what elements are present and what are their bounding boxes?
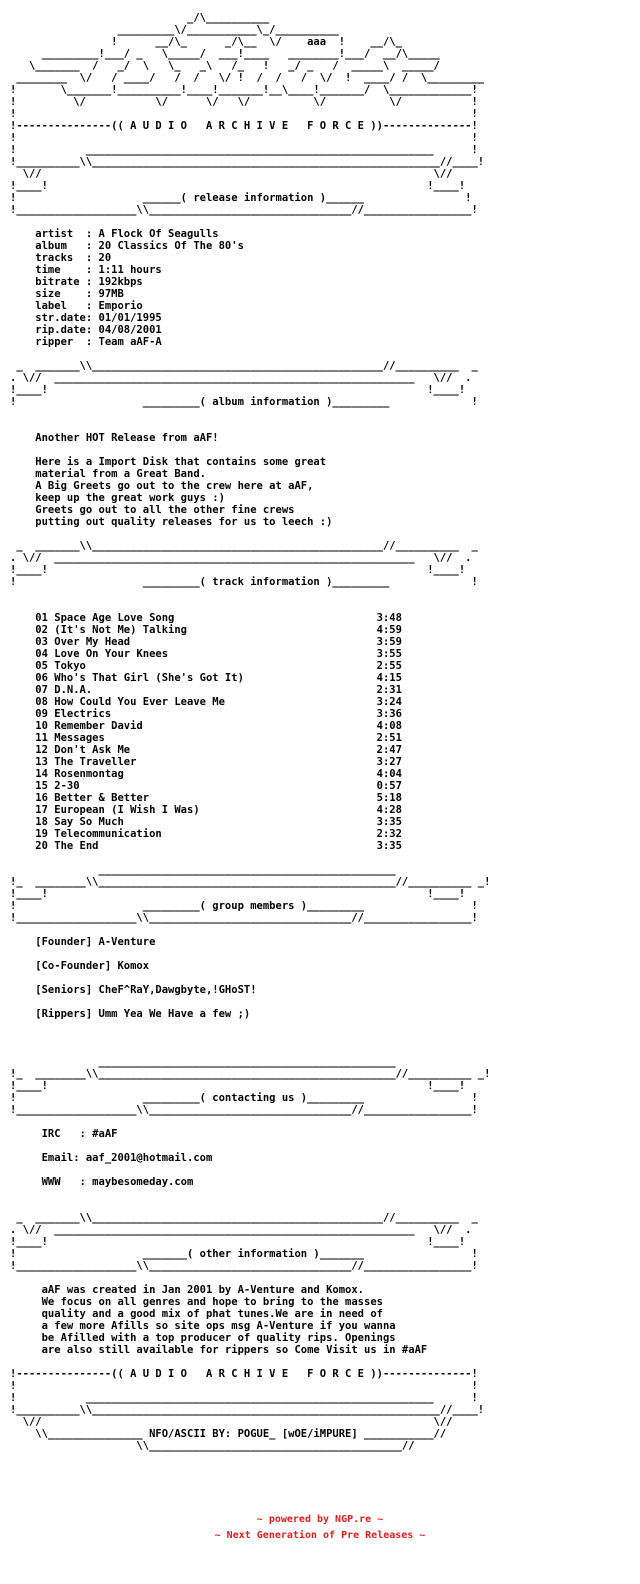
nfo-line: 06 Who's That Girl (She's Got It) 4:15 xyxy=(10,672,402,684)
nfo-line: ! __/\_ _/\__ \/ aaa ! __/\_ xyxy=(10,36,402,48)
nfo-line: [Founder] A-Venture xyxy=(10,936,156,948)
nfo-line: 08 How Could You Ever Leave Me 3:24 xyxy=(10,696,402,708)
nfo-line: ________ \/ / ____/ / / \/ ! / / / \/ ! ____/ / \_________ xyxy=(10,72,485,84)
nfo-line: !__________\\_______________________________________________________//____! xyxy=(10,156,485,168)
nfo-line: !---------------(( A U D I O A R C H I V E F O R C E ))--------------! xyxy=(10,120,478,132)
nfo-line: 19 Telecommunication 2:32 xyxy=(10,828,402,840)
nfo-line: !_ ________\\_______________________________________________//__________ _! xyxy=(10,1068,491,1080)
nfo-line: 03 Over My Head 3:59 xyxy=(10,636,402,648)
nfo-line: 17 European (I Wish I Was) 4:28 xyxy=(10,804,402,816)
nfo-line: !____! !____! xyxy=(10,1236,466,1248)
nfo-line: ! ______( release information )______ ! xyxy=(10,192,472,204)
nfo-line: !____! !____! xyxy=(10,180,466,192)
nfo-line: ! ! xyxy=(10,1380,478,1392)
nfo-line: WWW : maybesomeday.com xyxy=(10,1176,194,1188)
nfo-line: _______________________________________________ xyxy=(10,864,396,876)
nfo-line: . \// _________________________________________________________ \// . xyxy=(10,552,472,564)
nfo-line: . \// _________________________________________________________ \// . xyxy=(10,1224,472,1236)
nfo-line: Another HOT Release from aAF! xyxy=(10,432,219,444)
nfo-line: !____! !____! xyxy=(10,888,466,900)
nfo-line: ! _______( other information )_______ ! xyxy=(10,1248,478,1260)
nfo-line: !___________________\\________________________________//_________________! xyxy=(10,1104,478,1116)
nfo-line: ! _________( group members )_________ ! xyxy=(10,900,478,912)
nfo-line: tracks : 20 xyxy=(10,252,112,264)
nfo-line: !__________\\_______________________________________________________//____! xyxy=(10,1404,485,1416)
nfo-line: ! _______________________________________________________ ! xyxy=(10,144,478,156)
nfo-line: !____! !____! xyxy=(10,1080,466,1092)
nfo-line: A Big Greets go out to the crew here at aAF, xyxy=(10,480,314,492)
nfo-line: 05 Tokyo 2:55 xyxy=(10,660,402,672)
powered-by-line: ~ powered by NGP.re ~ xyxy=(256,1514,384,1525)
nfo-line: !___________________\\________________________________//_________________! xyxy=(10,912,478,924)
nfo-line: !____! !____! xyxy=(10,384,466,396)
nfo-line: !____! !____! xyxy=(10,564,466,576)
nfo-line: _________!___/ _ \_____/ ___!____ ________!___/ __/\_____ xyxy=(10,48,440,60)
nfo-line: ! _______________________________________________________ ! xyxy=(10,1392,478,1404)
nfo-line: _______________________________________________ xyxy=(10,1056,396,1068)
nfo-line: _________\/___________\_/__________ xyxy=(10,24,339,36)
nfo-line: 12 Don't Ask Me 2:47 xyxy=(10,744,402,756)
nfo-line: ! _________( album information )_________ ! xyxy=(10,396,478,408)
nfo-line: 01 Space Age Love Song 3:48 xyxy=(10,612,402,624)
nfo-line: [Rippers] Umm Yea We Have a few ;) xyxy=(10,1008,251,1020)
nfo-line: a few more Afills so site ops msg A-Venture if you wanna xyxy=(10,1320,396,1332)
nfo-line: album : 20 Classics Of The 80's xyxy=(10,240,244,252)
nfo-line: ! ! xyxy=(10,132,478,144)
nfo-line: \\________________________________________// xyxy=(10,1440,415,1452)
ngp-tagline: ~ Next Generation of Pre Releases ~ xyxy=(214,1530,426,1541)
nfo-line: 04 Love On Your Knees 3:55 xyxy=(10,648,402,660)
nfo-line: putting out quality releases for us to leech :) xyxy=(10,516,333,528)
nfo-line: ! _________( track information )_________ ! xyxy=(10,576,478,588)
nfo-line: str.date: 01/01/1995 xyxy=(10,312,162,324)
nfo-line: \\_______________ NFO/ASCII BY: POGUE_ [wOE/iMPURE] ___________// xyxy=(10,1428,447,1440)
nfo-line: !___________________\\________________________________//_________________! xyxy=(10,1260,478,1272)
nfo-line: 07 D.N.A. 2:31 xyxy=(10,684,402,696)
nfo-line: quality and a good mix of phat tunes.We are in need of xyxy=(10,1308,383,1320)
nfo-line: \// \// xyxy=(10,168,453,180)
nfo-line: _/\__________ xyxy=(10,12,270,24)
nfo-line: keep up the great work guys :) xyxy=(10,492,225,504)
nfo-line: 16 Better & Better 5:18 xyxy=(10,792,402,804)
footer-credits xyxy=(0,1512,640,1544)
nfo-line: material from a Great Band. xyxy=(10,468,206,480)
nfo-line: !_ ________\\_______________________________________________//__________ _! xyxy=(10,876,491,888)
nfo-line: ! \/ \/ \/ \/ \/ \/ ! xyxy=(10,96,478,108)
nfo-line: bitrate : 192kbps xyxy=(10,276,143,288)
nfo-line: ripper : Team aAF-A xyxy=(10,336,162,348)
nfo-line: 11 Messages 2:51 xyxy=(10,732,402,744)
nfo-line: 15 2-30 0:57 xyxy=(10,780,402,792)
nfo-text xyxy=(10,12,490,1452)
nfo-line: 14 Rosenmontag 4:04 xyxy=(10,768,402,780)
nfo-line: [Seniors] CheF^RaY,Dawgbyte,!GHoST! xyxy=(10,984,257,996)
nfo-line: 18 Say So Much 3:35 xyxy=(10,816,402,828)
nfo-line: 10 Remember David 4:08 xyxy=(10,720,402,732)
nfo-line: ! _________( contacting us )_________ ! xyxy=(10,1092,478,1104)
nfo-line: rip.date: 04/08/2001 xyxy=(10,324,162,336)
nfo-line: . \// _________________________________________________________ \// . xyxy=(10,372,472,384)
nfo-line: Greets go out to all the other fine crews xyxy=(10,504,295,516)
nfo-line: aAF was created in Jan 2001 by A-Venture and Komox. xyxy=(10,1284,365,1296)
nfo-line: _ _______\\______________________________________________//__________ _ xyxy=(10,540,478,552)
nfo-line: !___________________\\________________________________//_________________! xyxy=(10,204,478,216)
nfo-line: 20 The End 3:35 xyxy=(10,840,402,852)
nfo-line: [Co-Founder] Komox xyxy=(10,960,150,972)
nfo-line: Email: aaf_2001@hotmail.com xyxy=(10,1152,213,1164)
nfo-line: ! ! xyxy=(10,108,478,120)
nfo-line: be Afilled with a top producer of quality rips. Openings xyxy=(10,1332,396,1344)
nfo-line: 02 (It's Not Me) Talking 4:59 xyxy=(10,624,402,636)
nfo-line: 13 The Traveller 3:27 xyxy=(10,756,402,768)
nfo-line: IRC : #aAF xyxy=(10,1128,118,1140)
nfo-line: \_______ / _/ \ \_ _\ /_ ! _/ _ / _____\ _____/ xyxy=(10,60,440,72)
nfo-line: are also still available for rippers so Come Visit us in #aAF xyxy=(10,1344,428,1356)
nfo-line: size : 97MB xyxy=(10,288,124,300)
nfo-line: ! \_______!__________!____!_______!__\____!_______/ \_____________! xyxy=(10,84,478,96)
nfo-line: Here is a Import Disk that contains some great xyxy=(10,456,327,468)
nfo-line: label : Emporio xyxy=(10,300,143,312)
nfo-line: _ _______\\______________________________________________//__________ _ xyxy=(10,360,478,372)
nfo-line: time : 1:11 hours xyxy=(10,264,162,276)
nfo-line: artist : A Flock Of Seagulls xyxy=(10,228,219,240)
nfo-line: _ _______\\______________________________________________//__________ _ xyxy=(10,1212,478,1224)
nfo-line: We focus on all genres and hope to bring to the masses xyxy=(10,1296,383,1308)
nfo-line: !---------------(( A U D I O A R C H I V E F O R C E ))--------------! xyxy=(10,1368,478,1380)
nfo-line: \// \// xyxy=(10,1416,453,1428)
nfo-line: 09 Electrics 3:36 xyxy=(10,708,402,720)
